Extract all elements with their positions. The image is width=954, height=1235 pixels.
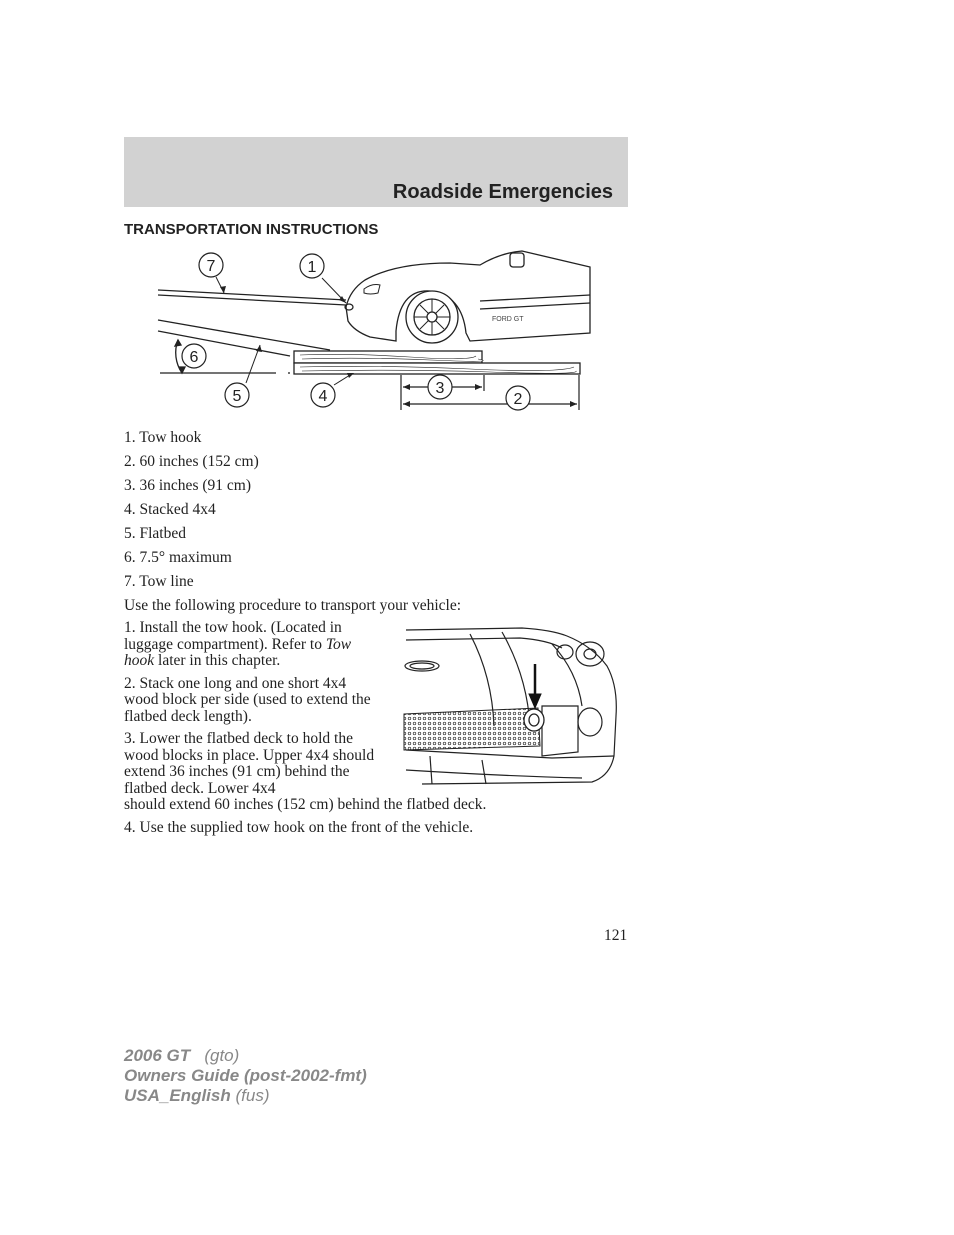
footer [124,1046,367,1106]
transport-diagram [150,245,600,420]
tow-hook-location-illustration [402,626,618,786]
callout-1: 1 [307,259,317,276]
tow-hook-reference: Tow hook [124,635,352,669]
stacked-4x4 [294,351,580,374]
footer-line-1: 2006 GT (gto) [124,1046,240,1065]
procedure-intro: Use the following procedure to transport your vehicle: [124,597,462,614]
pointer-arrow [529,664,541,708]
callout-5: 5 [232,388,242,405]
callout-7: 7 [206,258,216,275]
callout-2: 2 [513,391,523,408]
step-4: 4. Use the supplied tow hook on the front of the vehicle. [124,819,474,836]
step-2: 2. Stack one long and one short 4x4 wood block per side (used to extend the flatbed deck length). [124,674,371,725]
legend-item: 2. 60 inches (152 cm) [124,453,259,470]
legend-item: 6. 7.5° maximum [124,549,232,566]
legend-item: 1. Tow hook [124,429,202,446]
tow-hook-socket [524,709,544,731]
legend-item: 7. Tow line [124,573,194,590]
step-3: 3. Lower the flatbed deck to hold the wood blocks in place. Upper 4x4 should extend 36 inches (91 cm) behind the flatbed deck. Lower 4x4 should extend 60 inches (152 cm) behind the flatbed deck. [124,730,487,813]
page-number: 121 [604,927,628,944]
legend-list [124,430,259,598]
grille [404,708,540,750]
chapter-title: Roadside Emergencies [392,181,613,203]
section-title: TRANSPORTATION INSTRUCTIONS [124,221,379,238]
callout-4: 4 [318,388,328,405]
legend-item: 4. Stacked 4x4 [124,501,216,518]
callout-3: 3 [435,380,445,397]
footer-line-2: Owners Guide (post-2002-fmt) [124,1066,367,1085]
header-band [124,137,628,207]
legend-item: 3. 36 inches (91 cm) [124,477,251,494]
callout-6: 6 [189,349,199,366]
footer-line-3: USA_English (fus) [124,1086,270,1105]
legend-item: 5. Flatbed [124,525,186,542]
car-badge: FORD GT [492,316,524,323]
car-illustration [346,251,590,343]
step-1: 1. Install the tow hook. (Located in luggage compartment). Refer to Tow hook later in this chapter. [124,619,352,669]
